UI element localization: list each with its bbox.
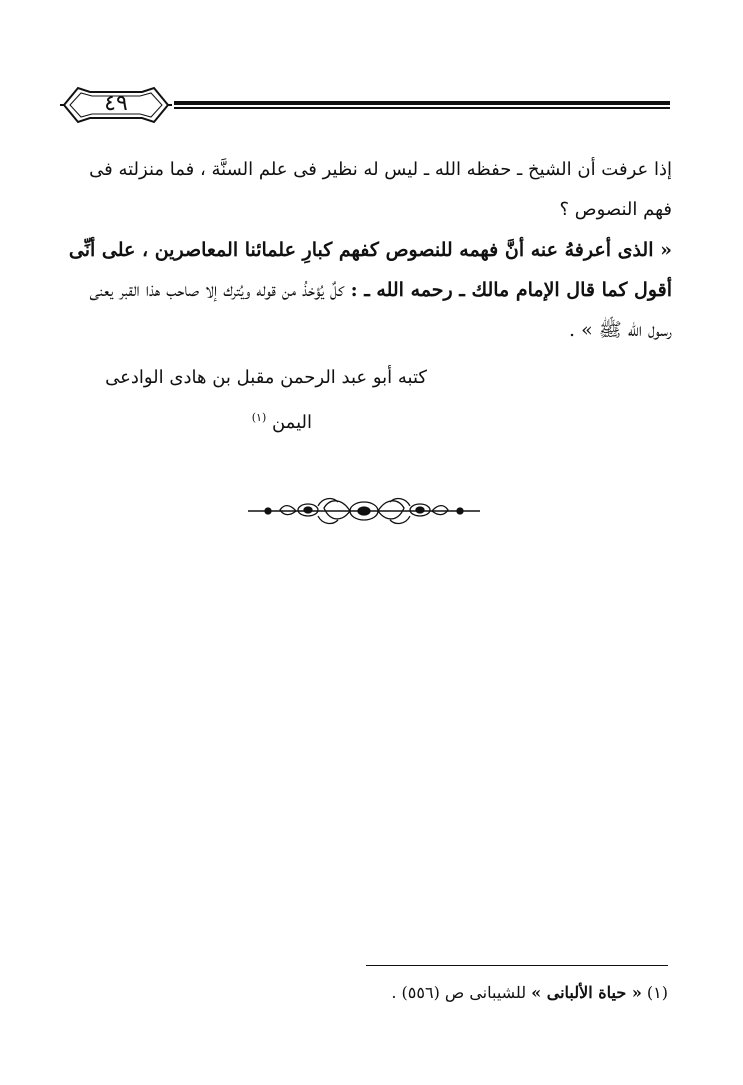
floral-divider-icon: [246, 494, 482, 528]
answer-quote: [60, 230, 672, 350]
signature-author: كتبه أبو عبد الرحمن مقبل بن هادى الوادعى: [105, 367, 427, 388]
signature-place-name: اليمن: [271, 412, 312, 433]
question-paragraph: إذا عرفت أن الشيخ ـ حفظه الله ـ ليس له نظير فى علم السنَّة ، فما منزلته فى فهم النصوص ؟: [89, 159, 672, 220]
signature-place: [60, 398, 672, 443]
page-number: ٤٩: [104, 91, 128, 116]
footnote-divider: [366, 965, 668, 966]
answer-quote-normal: كلٌ يُؤخذُ من قوله ويُترك إلا صاحب هذا القبر يعنى رسول الله ﷺ » .: [89, 279, 672, 341]
footnote-marker: (١): [646, 983, 668, 1002]
signature-block: [60, 358, 672, 443]
answer-quote-bold: « الذى أعرفهُ عنه أنَّ فهمه للنصوص كفهم كبارِ علمائنا المعاصرين ، على أنِّى أقول كما قال الإمام مالك ـ رحمه الله ـ :: [68, 239, 672, 301]
footnote: [300, 980, 668, 1006]
page-number-badge: [60, 82, 172, 128]
page-header: [60, 82, 670, 128]
footnote-citation: للشيبانى ص (٥٥٦) .: [391, 983, 527, 1002]
footnote-reference: (١): [251, 411, 267, 424]
main-text: [60, 150, 672, 443]
footnote-book-title: « حياة الألبانى »: [531, 983, 642, 1002]
header-rule: [174, 101, 670, 109]
